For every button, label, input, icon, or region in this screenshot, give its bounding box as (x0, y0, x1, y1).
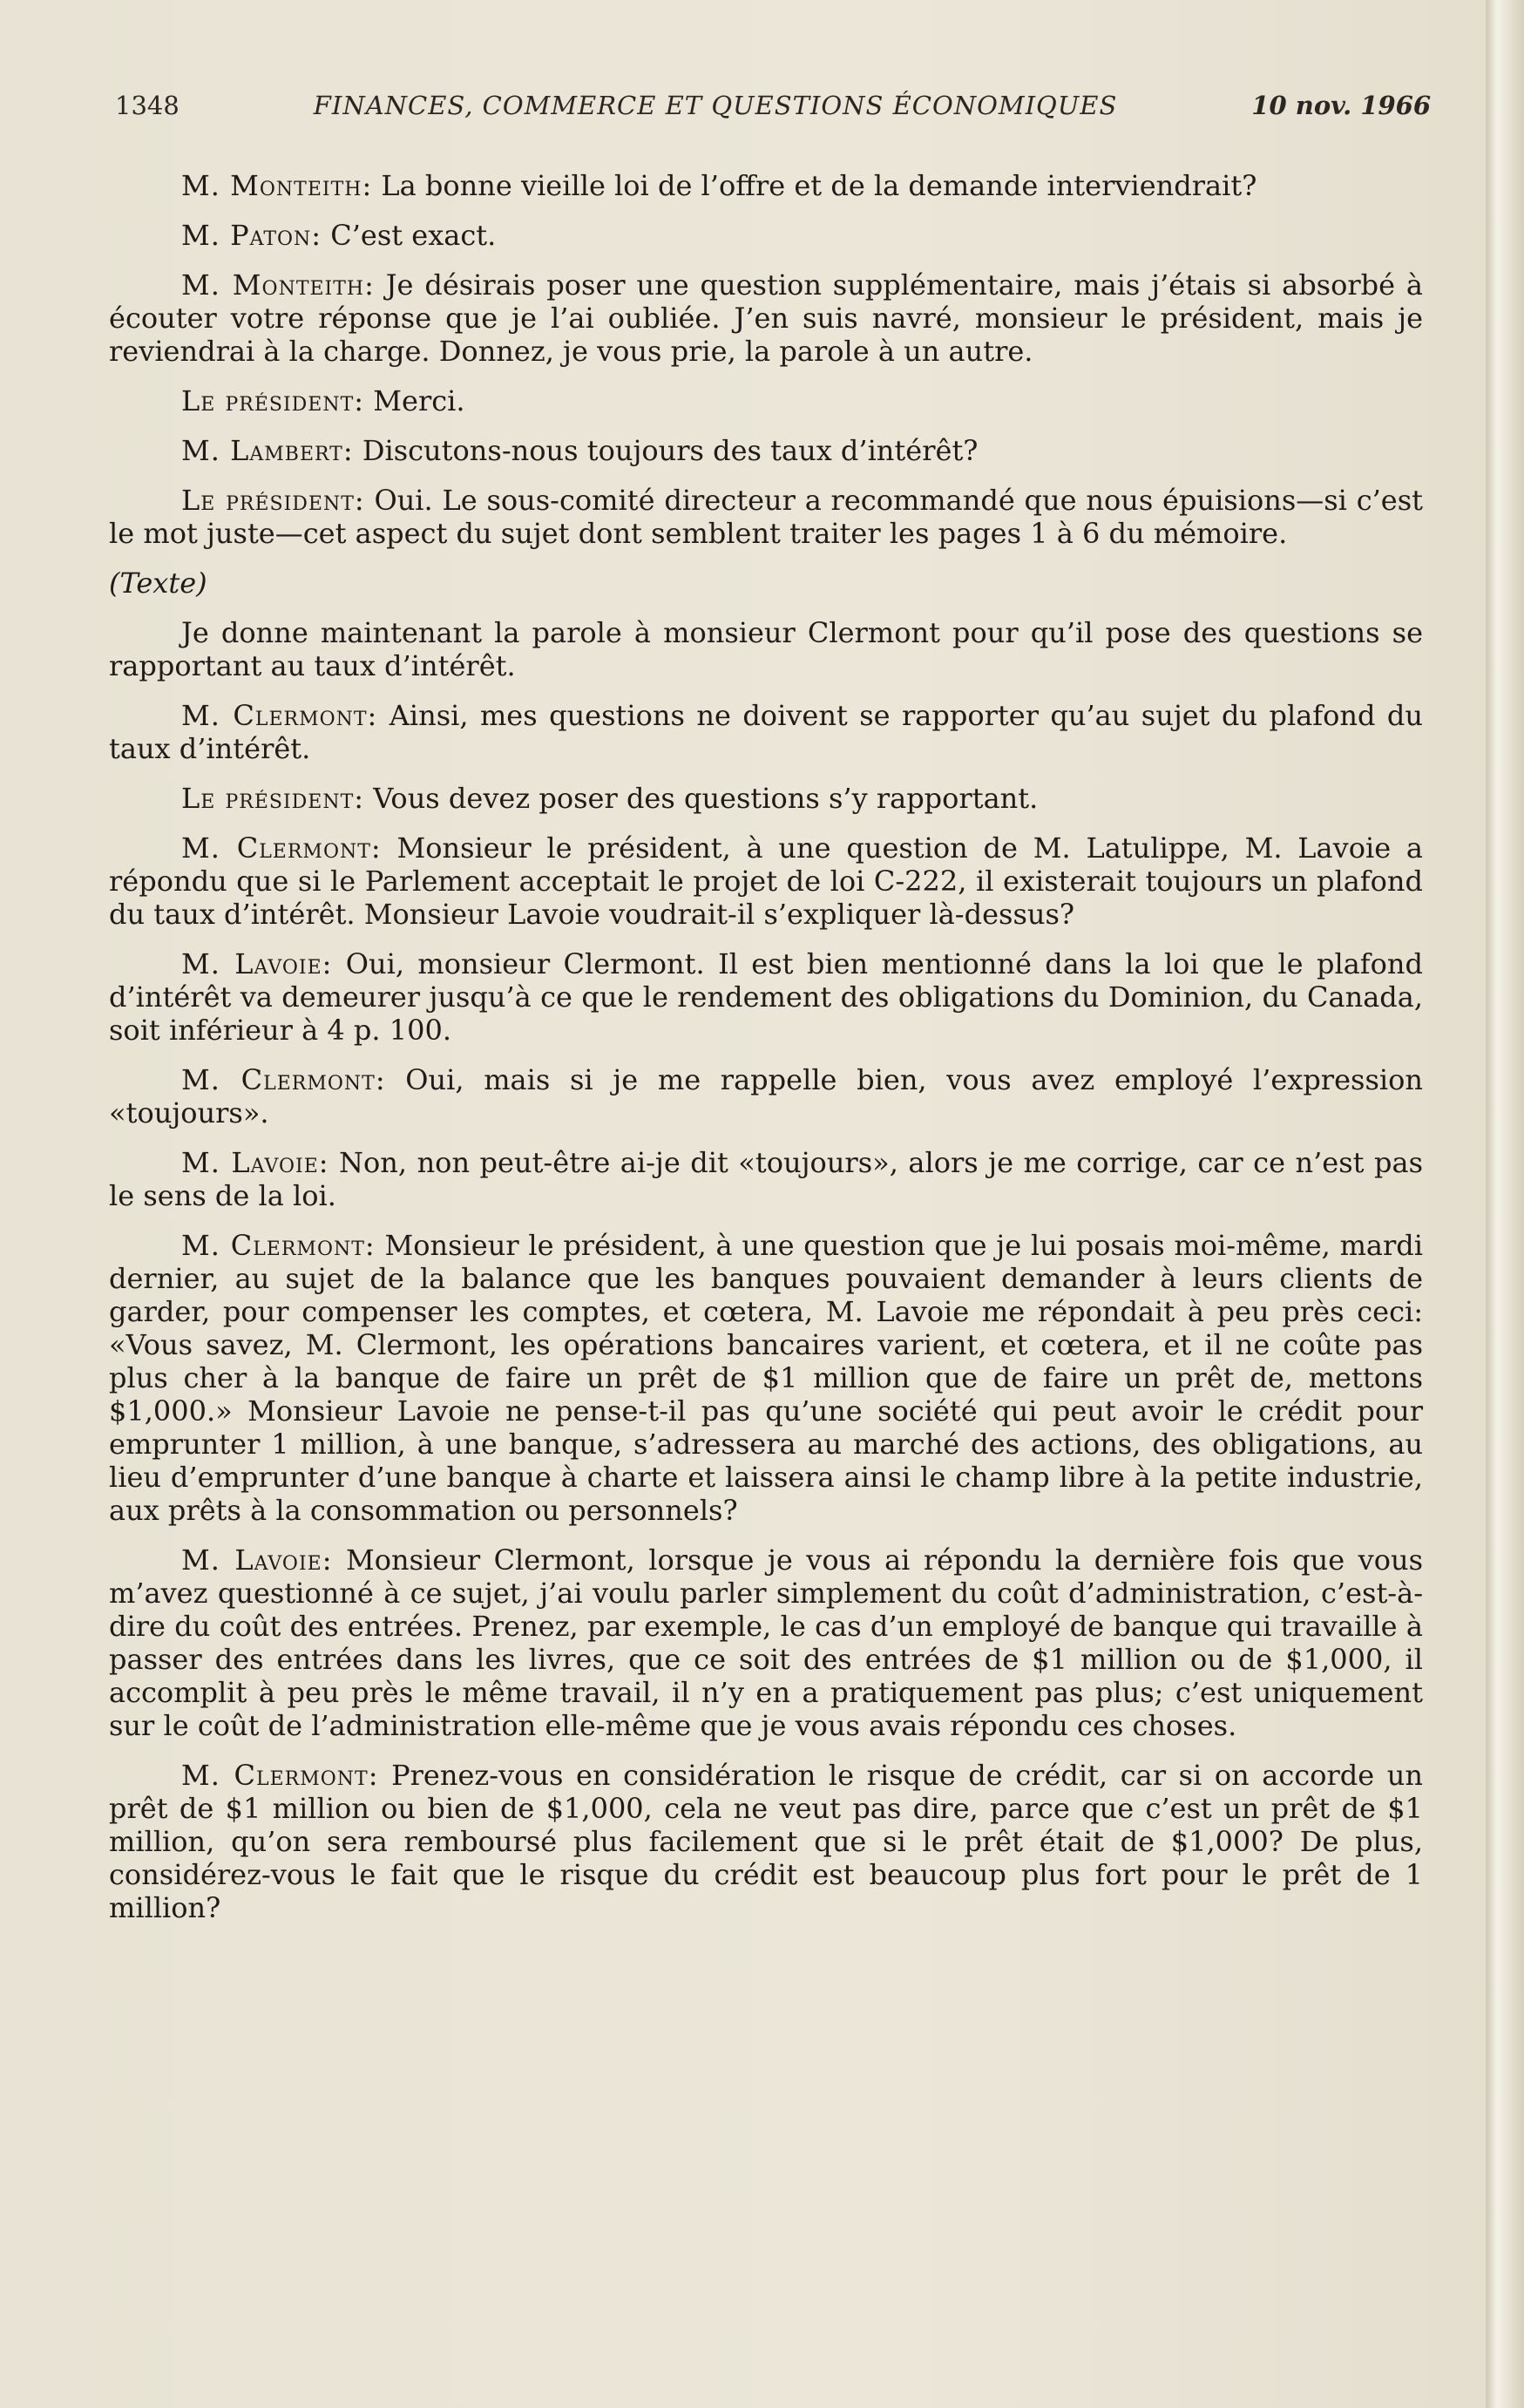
speaker-name: M. Lavoie: (181, 1543, 333, 1577)
transcript-paragraph (109, 268, 1423, 368)
transcript-paragraph (109, 219, 1423, 252)
page-number: 1348 (115, 91, 179, 120)
transcript-paragraph (109, 699, 1423, 765)
paragraph-text: Discutons-nous toujours des taux d’intérêt? (353, 434, 979, 467)
speaker-name: M. Monteith: (181, 169, 373, 202)
transcript-paragraph (109, 434, 1423, 467)
book-spine-edge (1486, 0, 1524, 2408)
paragraph-text: (Texte) (109, 566, 207, 600)
paragraph-text: Ainsi, mes questions ne doivent se rapporter qu’au sujet du plafond du taux d’intérêt. (109, 699, 1423, 765)
transcript-paragraph (109, 566, 1423, 600)
paragraph-text: Monsieur Clermont, lorsque je vous ai répondu la dernière fois que vous m’avez questionné à ce sujet, j’ai voulu parler simplement du coût d’administration, c’est-à-dire du coût des entrées. Prenez, par exemple, le cas d’un employé de banque qui travaille à passer des entrées dans les livres, que ce soit des entrées de $1 million ou de $1,000, il accomplit à peu près le même travail, il n’y en a pratiquement pas plus; c’est uniquement sur le coût de l’administration elle-même que je vous avais répondu ces choses. (109, 1543, 1423, 1742)
transcript-paragraph (109, 947, 1423, 1047)
speaker-name: M. Lavoie: (181, 1146, 329, 1179)
running-title: FINANCES, COMMERCE ET QUESTIONS ÉCONOMIQUES (313, 91, 1118, 120)
transcript-paragraph (109, 484, 1423, 550)
speaker-name: M. Clermont: (181, 699, 378, 732)
paragraph-text: Oui. Le sous-comité directeur a recommandé que nous épuisions—si c’est le mot juste—cet aspect du sujet dont semblent traiter les pages 1 à 6 du mémoire. (109, 484, 1424, 550)
speaker-name: M. Clermont: (181, 831, 382, 865)
speaker-name: M. Monteith: (181, 268, 375, 302)
transcript-paragraph (109, 1229, 1423, 1527)
transcript-paragraph (109, 1543, 1423, 1742)
page-header (115, 91, 1431, 120)
paragraph-text: La bonne vieille loi de l’offre et de la demande interviendrait? (372, 169, 1257, 202)
speaker-name: M. Paton: (181, 219, 322, 252)
paragraph-text: C’est exact. (322, 219, 497, 252)
paragraph-text: Monsieur le président, à une question que je lui posais moi-même, mardi dernier, au sujet de la balance que les banques pouvaient demander à leurs clients de garder, pour compenser les comptes, et cœtera, M. Lavoie me répondait à peu près ceci: «Vous savez, M. Clermont, les opérations bancaires varient, et cœtera, et il ne coûte pas plus cher à la banque de faire un prêt de $1 million que de faire un prêt de, mettons $1,000.» Monsieur Lavoie ne pense-t-il pas qu’une société qui peut avoir le crédit pour emprunter 1 million, à une banque, s’adressera au marché des actions, des obligations, au lieu d’emprunter d’une banque à charte et laissera ainsi le champ libre à la petite industrie, aux prêts à la consommation ou personnels? (109, 1229, 1423, 1527)
paragraph-text: Non, non peut-être ai-je dit «toujours», alors je me corrige, car ce n’est pas le sens de la loi. (109, 1146, 1423, 1212)
transcript-paragraph (109, 1146, 1423, 1212)
transcript-paragraph (109, 831, 1423, 931)
speaker-name: M. Lavoie: (181, 947, 333, 980)
paragraph-text: Je donne maintenant la parole à monsieur Clermont pour qu’il pose des questions se rapportant au taux d’intérêt. (109, 616, 1423, 682)
paragraph-text: Oui, mais si je me rappelle bien, vous avez employé l’expression «toujours». (109, 1063, 1423, 1129)
transcript-paragraph (109, 384, 1423, 417)
speaker-name: M. Clermont: (181, 1229, 376, 1262)
speaker-name: M. Clermont: (181, 1063, 386, 1096)
speaker-name: M. Clermont: (181, 1759, 379, 1792)
page-date: 10 nov. 1966 (1251, 91, 1431, 120)
paragraph-text: Prenez-vous en considération le risque de crédit, car si on accorde un prêt de $1 million ou bien de $1,000, cela ne veut pas dire, parce que c’est un prêt de $1 million, qu’on sera remboursé plus facilement que si le prêt était de $1,000? De plus, considérez-vous le fait que le risque du crédit est beaucoup plus fort pour le prêt de 1 million? (109, 1759, 1423, 1924)
transcript-paragraph (109, 616, 1423, 682)
transcript-paragraph (109, 782, 1423, 815)
page-body (109, 169, 1423, 1941)
paragraph-text: Merci. (364, 384, 465, 417)
paragraph-text: Oui, monsieur Clermont. Il est bien mentionné dans la loi que le plafond d’intérêt va demeurer jusqu’à ce que le rendement des obligations du Dominion, du Canada, soit inférieur à 4 p. 100. (109, 947, 1423, 1047)
transcript-paragraph (109, 1063, 1423, 1129)
paragraph-text: Vous devez poser des questions s’y rapportant. (364, 782, 1039, 815)
speaker-name: Le président: (181, 484, 365, 517)
speaker-name: Le président: (181, 384, 365, 417)
transcript-paragraph (109, 169, 1423, 202)
transcript-paragraph (109, 1759, 1423, 1924)
paragraph-text: Je désirais poser une question supplémentaire, mais j’étais si absorbé à écouter votre réponse que je l’ai oubliée. J’en suis navré, monsieur le président, mais je reviendrai à la charge. Donnez, je vous prie, la parole à un autre. (109, 268, 1423, 368)
paragraph-text: Monsieur le président, à une question de M. Latulippe, M. Lavoie a répondu que si le Parlement acceptait le projet de loi C-222, il existerait toujours un plafond du taux d’intérêt. Monsieur Lavoie voudrait-il s’expliquer là-dessus? (109, 831, 1423, 931)
speaker-name: Le président: (181, 782, 365, 815)
speaker-name: M. Lambert: (181, 434, 354, 467)
